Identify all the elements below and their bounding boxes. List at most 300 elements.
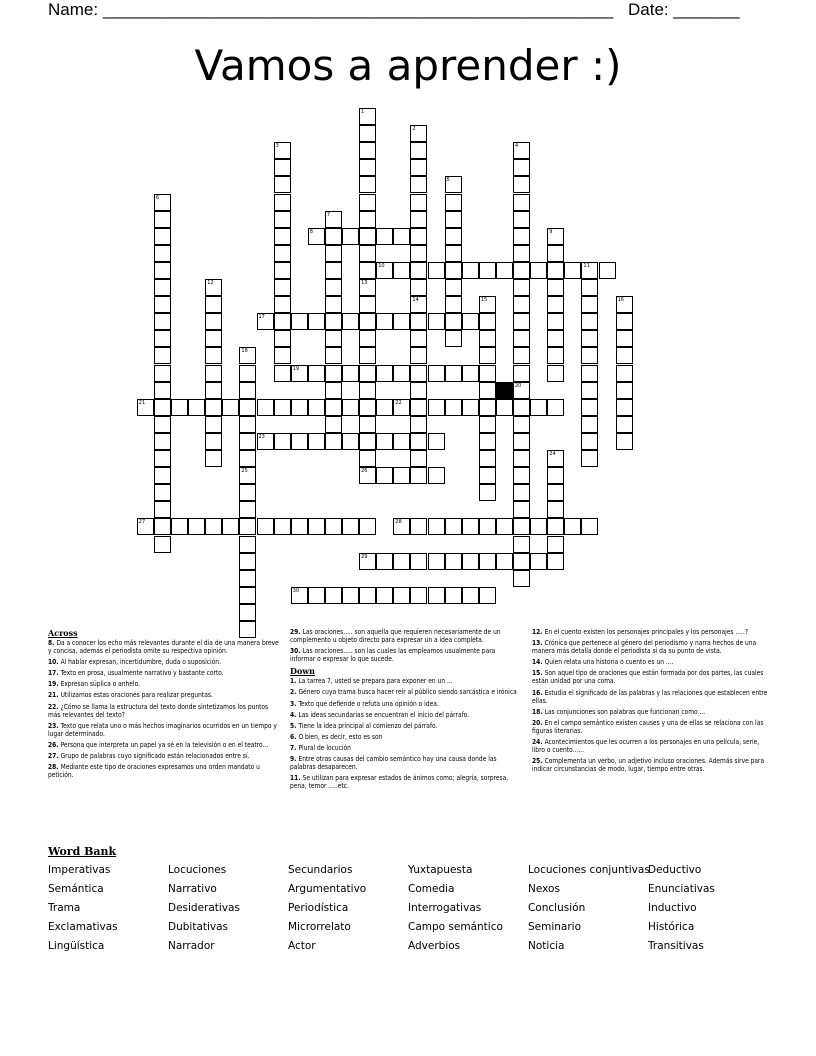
crossword-cell[interactable] [359,399,376,416]
crossword-cell[interactable] [445,587,462,604]
crossword-cell[interactable] [616,296,633,313]
crossword-cell[interactable] [274,211,291,228]
crossword-cell[interactable] [359,518,376,535]
crossword-cell[interactable] [239,450,256,467]
crossword-cell[interactable] [154,194,171,211]
crossword-cell[interactable] [445,194,462,211]
crossword-cell[interactable] [393,518,410,535]
crossword-cell[interactable] [513,553,530,570]
crossword-cell[interactable] [564,518,581,535]
crossword-cell[interactable] [445,176,462,193]
crossword-cell[interactable] [462,518,479,535]
crossword-cell[interactable] [205,433,222,450]
crossword-cell[interactable] [359,194,376,211]
crossword-cell[interactable] [479,587,496,604]
crossword-cell[interactable] [530,399,547,416]
crossword-cell[interactable] [239,501,256,518]
crossword-cell[interactable] [547,450,564,467]
crossword-cell[interactable] [496,553,513,570]
crossword-cell[interactable] [359,262,376,279]
crossword-cell[interactable] [325,518,342,535]
crossword-cell[interactable] [239,518,256,535]
crossword-cell[interactable] [188,518,205,535]
crossword-cell[interactable] [496,399,513,416]
crossword-cell[interactable] [325,399,342,416]
crossword-cell[interactable] [547,518,564,535]
crossword-cell[interactable] [222,518,239,535]
crossword-cell[interactable] [547,313,564,330]
crossword-cell[interactable] [479,518,496,535]
crossword-cell[interactable] [410,553,427,570]
crossword-cell[interactable] [359,587,376,604]
crossword-cell[interactable] [291,518,308,535]
crossword-cell[interactable] [308,228,325,245]
crossword-cell[interactable] [257,313,274,330]
crossword-cell[interactable] [342,518,359,535]
crossword-cell[interactable] [154,450,171,467]
crossword-cell[interactable] [445,313,462,330]
crossword-cell[interactable] [410,433,427,450]
crossword-cell[interactable] [154,536,171,553]
crossword-cell[interactable] [325,313,342,330]
crossword-cell[interactable] [513,518,530,535]
crossword-cell[interactable] [274,399,291,416]
crossword-cell[interactable] [530,262,547,279]
crossword-cell[interactable] [410,279,427,296]
crossword-cell[interactable] [325,587,342,604]
crossword-cell[interactable] [154,399,171,416]
crossword-cell[interactable] [428,518,445,535]
crossword-cell[interactable] [410,159,427,176]
crossword-cell[interactable] [547,279,564,296]
crossword-cell[interactable] [616,382,633,399]
crossword-cell[interactable] [393,587,410,604]
crossword-cell[interactable] [342,433,359,450]
crossword-cell[interactable] [205,416,222,433]
crossword-cell[interactable] [547,467,564,484]
crossword-cell[interactable] [513,416,530,433]
crossword-cell[interactable] [547,553,564,570]
crossword-cell[interactable] [393,313,410,330]
crossword-cell[interactable] [410,194,427,211]
crossword-cell[interactable] [462,587,479,604]
crossword-cell[interactable] [376,467,393,484]
crossword-cell[interactable] [205,518,222,535]
crossword-cell[interactable] [581,365,598,382]
crossword-cell[interactable] [154,296,171,313]
crossword-cell[interactable] [479,347,496,364]
crossword-cell[interactable] [513,501,530,518]
crossword-cell[interactable] [154,467,171,484]
crossword-cell[interactable] [581,262,598,279]
crossword-cell[interactable] [581,416,598,433]
crossword-cell[interactable] [393,228,410,245]
crossword-cell[interactable] [479,262,496,279]
crossword-cell[interactable] [359,211,376,228]
crossword-cell[interactable] [359,553,376,570]
crossword-cell[interactable] [428,587,445,604]
crossword-cell[interactable] [359,330,376,347]
crossword-cell[interactable] [205,330,222,347]
crossword-cell[interactable] [547,399,564,416]
crossword-cell[interactable] [205,313,222,330]
crossword-cell[interactable] [445,245,462,262]
crossword-cell[interactable] [616,365,633,382]
crossword-cell[interactable] [547,501,564,518]
crossword-cell[interactable] [359,125,376,142]
crossword-cell[interactable] [274,279,291,296]
crossword-cell[interactable] [274,365,291,382]
crossword-cell[interactable] [308,365,325,382]
crossword-cell[interactable] [239,570,256,587]
crossword-cell[interactable] [581,399,598,416]
crossword-cell[interactable] [274,228,291,245]
crossword-cell[interactable] [205,347,222,364]
crossword-cell[interactable] [547,245,564,262]
crossword-cell[interactable] [513,536,530,553]
crossword-cell[interactable] [479,382,496,399]
crossword-cell[interactable] [513,484,530,501]
crossword-cell[interactable] [513,382,530,399]
crossword-cell[interactable] [547,536,564,553]
crossword-cell[interactable] [547,347,564,364]
crossword-cell[interactable] [393,433,410,450]
crossword-cell[interactable] [274,296,291,313]
crossword-cell[interactable] [513,159,530,176]
crossword-cell[interactable] [581,347,598,364]
crossword-cell[interactable] [581,518,598,535]
crossword-cell[interactable] [274,347,291,364]
crossword-cell[interactable] [274,313,291,330]
crossword-cell[interactable] [616,399,633,416]
crossword-cell[interactable] [359,382,376,399]
crossword-cell[interactable] [513,313,530,330]
crossword-cell[interactable] [359,142,376,159]
crossword-cell[interactable] [154,484,171,501]
crossword-cell[interactable] [547,296,564,313]
crossword-cell[interactable] [325,296,342,313]
crossword-cell[interactable] [257,433,274,450]
crossword-cell[interactable] [274,194,291,211]
crossword-cell[interactable] [479,484,496,501]
crossword-cell[interactable] [445,296,462,313]
crossword-cell[interactable] [376,433,393,450]
crossword-cell[interactable] [616,347,633,364]
crossword-cell[interactable] [513,296,530,313]
crossword-cell[interactable] [445,262,462,279]
crossword-cell[interactable] [479,365,496,382]
crossword-cell[interactable] [616,433,633,450]
crossword-cell[interactable] [239,536,256,553]
crossword-cell[interactable] [274,518,291,535]
crossword-cell[interactable] [513,245,530,262]
crossword-cell[interactable] [616,330,633,347]
crossword-cell[interactable] [376,262,393,279]
crossword-cell[interactable] [428,365,445,382]
crossword-cell[interactable] [445,518,462,535]
crossword-cell[interactable] [428,399,445,416]
crossword-cell[interactable] [376,587,393,604]
crossword-cell[interactable] [239,587,256,604]
crossword-cell[interactable] [513,365,530,382]
crossword-cell[interactable] [462,262,479,279]
crossword-cell[interactable] [479,467,496,484]
crossword-cell[interactable] [445,399,462,416]
crossword-cell[interactable] [342,587,359,604]
crossword-cell[interactable] [462,313,479,330]
crossword-cell[interactable] [239,416,256,433]
crossword-cell[interactable] [513,194,530,211]
crossword-cell[interactable] [428,433,445,450]
crossword-cell[interactable] [222,399,239,416]
crossword-cell[interactable] [581,450,598,467]
name-blank[interactable]: ______________________________________________________ [102,0,614,19]
crossword-cell[interactable] [154,279,171,296]
crossword-cell[interactable] [376,399,393,416]
crossword-cell[interactable] [274,433,291,450]
crossword-cell[interactable] [428,313,445,330]
crossword-cell[interactable] [410,450,427,467]
crossword-cell[interactable] [410,365,427,382]
crossword-cell[interactable] [359,416,376,433]
crossword-cell[interactable] [325,365,342,382]
crossword-cell[interactable] [496,262,513,279]
crossword-cell[interactable] [581,313,598,330]
crossword-cell[interactable] [410,176,427,193]
crossword-cell[interactable] [239,553,256,570]
crossword-cell[interactable] [513,211,530,228]
crossword-cell[interactable] [547,365,564,382]
crossword-cell[interactable] [410,518,427,535]
crossword-cell[interactable] [530,553,547,570]
crossword-cell[interactable] [445,211,462,228]
crossword-cell[interactable] [274,245,291,262]
crossword-cell[interactable] [342,228,359,245]
crossword-cell[interactable] [308,587,325,604]
crossword-cell[interactable] [154,382,171,399]
crossword-cell[interactable] [154,518,171,535]
crossword-cell[interactable] [137,518,154,535]
crossword-cell[interactable] [513,142,530,159]
crossword-cell[interactable] [325,228,342,245]
crossword-cell[interactable] [325,433,342,450]
crossword-cell[interactable] [359,108,376,125]
crossword-cell[interactable] [428,467,445,484]
crossword-cell[interactable] [393,365,410,382]
crossword-cell[interactable] [359,159,376,176]
crossword-cell[interactable] [291,399,308,416]
crossword-cell[interactable] [359,433,376,450]
crossword-cell[interactable] [376,313,393,330]
crossword-cell[interactable] [479,553,496,570]
crossword-cell[interactable] [239,467,256,484]
crossword-cell[interactable] [513,262,530,279]
crossword-cell[interactable] [410,142,427,159]
crossword-cell[interactable] [359,365,376,382]
crossword-cell[interactable] [513,330,530,347]
crossword-cell[interactable] [359,296,376,313]
crossword-cell[interactable] [205,296,222,313]
crossword-cell[interactable] [257,399,274,416]
crossword-cell[interactable] [308,518,325,535]
crossword-cell[interactable] [410,125,427,142]
crossword-cell[interactable] [581,330,598,347]
crossword-cell[interactable] [410,330,427,347]
crossword-cell[interactable] [154,330,171,347]
crossword-cell[interactable] [393,553,410,570]
crossword-cell[interactable] [239,399,256,416]
crossword-cell[interactable] [513,176,530,193]
crossword-cell[interactable] [239,347,256,364]
crossword-cell[interactable] [513,467,530,484]
crossword-cell[interactable] [359,228,376,245]
crossword-cell[interactable] [359,176,376,193]
crossword-cell[interactable] [154,433,171,450]
crossword-cell[interactable] [547,330,564,347]
crossword-cell[interactable] [325,382,342,399]
crossword-cell[interactable] [291,433,308,450]
crossword-cell[interactable] [171,399,188,416]
crossword-cell[interactable] [359,245,376,262]
crossword-cell[interactable] [496,518,513,535]
crossword-cell[interactable] [359,450,376,467]
crossword-cell[interactable] [513,347,530,364]
crossword-cell[interactable] [274,159,291,176]
crossword-cell[interactable] [445,228,462,245]
crossword-cell[interactable] [479,450,496,467]
crossword-cell[interactable] [154,365,171,382]
crossword-cell[interactable] [479,313,496,330]
crossword-cell[interactable] [547,228,564,245]
crossword-cell[interactable] [154,501,171,518]
crossword-cell[interactable] [410,228,427,245]
crossword-cell[interactable] [188,399,205,416]
crossword-cell[interactable] [462,399,479,416]
crossword-cell[interactable] [359,467,376,484]
crossword-cell[interactable] [154,228,171,245]
crossword-cell[interactable] [376,365,393,382]
crossword-cell[interactable] [239,604,256,621]
crossword-cell[interactable] [599,262,616,279]
crossword-cell[interactable] [342,313,359,330]
crossword-cell[interactable] [479,330,496,347]
crossword-cell[interactable] [239,382,256,399]
crossword-cell[interactable] [359,313,376,330]
crossword-cell[interactable] [616,416,633,433]
crossword-cell[interactable] [325,279,342,296]
crossword-cell[interactable] [154,313,171,330]
crossword-cell[interactable] [325,262,342,279]
crossword-cell[interactable] [410,313,427,330]
crossword-cell[interactable] [513,450,530,467]
crossword-cell[interactable] [445,365,462,382]
crossword-cell[interactable] [291,587,308,604]
crossword-cell[interactable] [239,433,256,450]
crossword-cell[interactable] [393,399,410,416]
crossword-cell[interactable] [616,313,633,330]
crossword-cell[interactable] [274,176,291,193]
crossword-cell[interactable] [239,484,256,501]
crossword-cell[interactable] [479,296,496,313]
crossword-cell[interactable] [274,330,291,347]
crossword-cell[interactable] [274,262,291,279]
crossword-cell[interactable] [308,399,325,416]
crossword-cell[interactable] [291,365,308,382]
crossword-cell[interactable] [564,262,581,279]
crossword-cell[interactable] [274,142,291,159]
crossword-cell[interactable] [359,347,376,364]
crossword-cell[interactable] [410,262,427,279]
crossword-cell[interactable] [359,279,376,296]
crossword-cell[interactable] [291,313,308,330]
crossword-cell[interactable] [137,399,154,416]
crossword-cell[interactable] [547,484,564,501]
crossword-cell[interactable] [513,433,530,450]
crossword-cell[interactable] [513,399,530,416]
crossword-cell[interactable] [479,416,496,433]
crossword-cell[interactable] [547,262,564,279]
crossword-cell[interactable] [462,365,479,382]
crossword-cell[interactable] [410,399,427,416]
crossword-cell[interactable] [462,553,479,570]
crossword-cell[interactable] [410,416,427,433]
crossword-cell[interactable] [410,296,427,313]
crossword-cell[interactable] [325,347,342,364]
crossword-cell[interactable] [410,211,427,228]
crossword-cell[interactable] [513,228,530,245]
crossword-cell[interactable] [428,553,445,570]
crossword-cell[interactable] [325,211,342,228]
date-blank[interactable]: _______ [673,0,740,19]
crossword-cell[interactable] [308,313,325,330]
crossword-cell[interactable] [410,382,427,399]
crossword-cell[interactable] [308,433,325,450]
crossword-cell[interactable] [530,518,547,535]
crossword-cell[interactable] [513,570,530,587]
crossword-cell[interactable] [325,245,342,262]
crossword-cell[interactable] [154,211,171,228]
crossword-cell[interactable] [479,433,496,450]
crossword-cell[interactable] [171,518,188,535]
crossword-cell[interactable] [410,587,427,604]
crossword-cell[interactable] [428,262,445,279]
crossword-cell[interactable] [154,262,171,279]
crossword-cell[interactable] [342,365,359,382]
crossword-cell[interactable] [445,553,462,570]
crossword-cell[interactable] [342,399,359,416]
crossword-cell[interactable] [393,467,410,484]
crossword-cell[interactable] [445,330,462,347]
crossword-cell[interactable] [445,279,462,296]
crossword-cell[interactable] [410,467,427,484]
crossword-cell[interactable] [581,433,598,450]
crossword-cell[interactable] [393,262,410,279]
crossword-cell[interactable] [376,553,393,570]
crossword-cell[interactable] [205,450,222,467]
crossword-cell[interactable] [205,279,222,296]
crossword-cell[interactable] [205,382,222,399]
crossword-cell[interactable] [479,399,496,416]
crossword-cell[interactable] [239,365,256,382]
crossword-cell[interactable] [325,330,342,347]
crossword-cell[interactable] [205,365,222,382]
crossword-cell[interactable] [410,245,427,262]
crossword-cell[interactable] [154,416,171,433]
crossword-cell[interactable] [154,245,171,262]
crossword-cell[interactable] [376,228,393,245]
crossword-cell[interactable] [205,399,222,416]
crossword-cell[interactable] [513,279,530,296]
